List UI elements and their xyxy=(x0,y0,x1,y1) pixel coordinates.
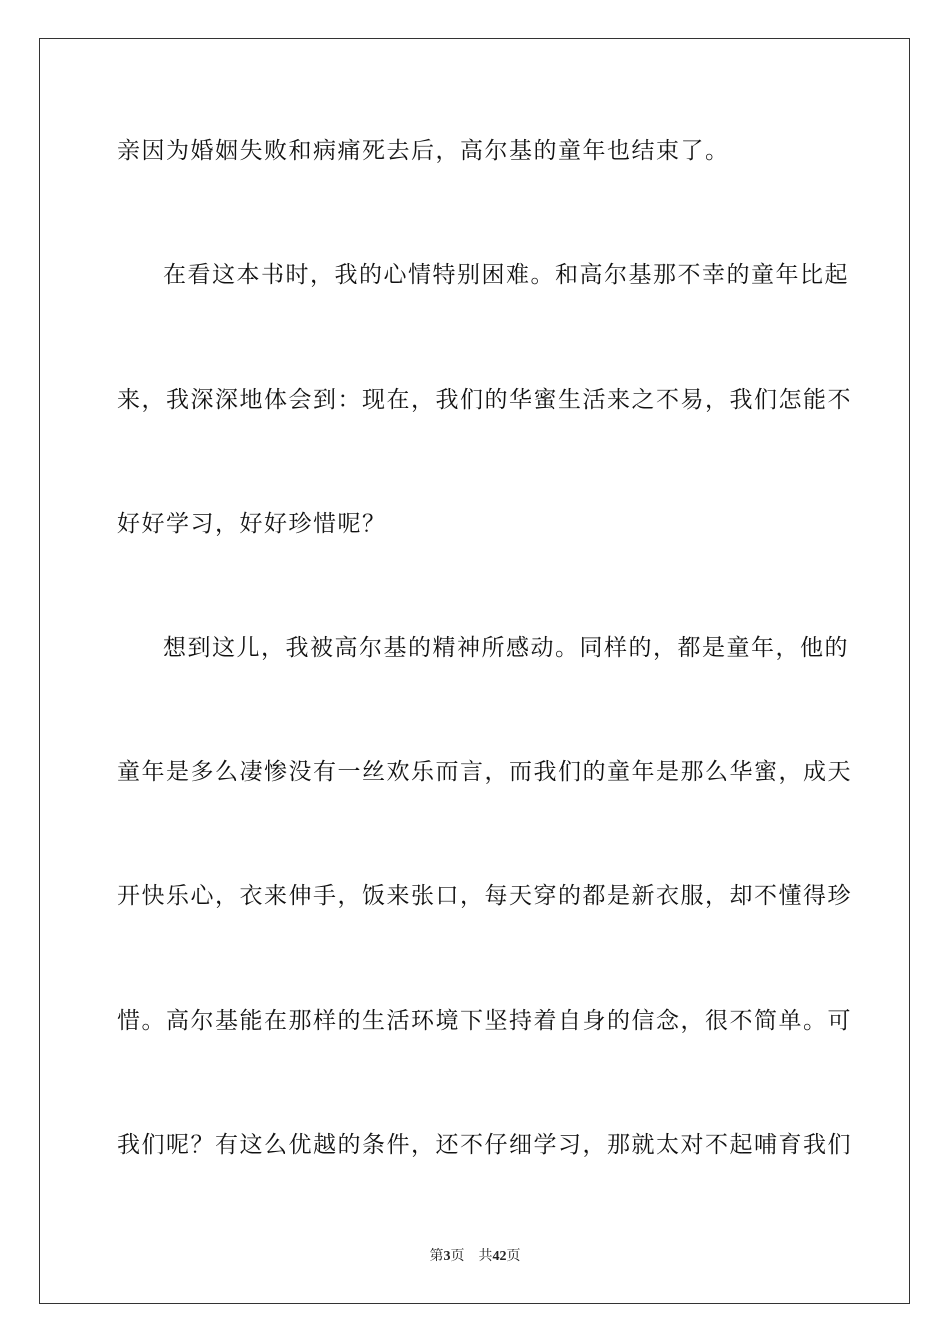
total-suffix: 页 xyxy=(506,1249,521,1264)
body-text-line: 亲因为婚姻失败和病痛死去后，高尔基的童年也结束了。 xyxy=(117,138,730,164)
body-text-line: 来，我深深地体会到：现在，我们的华蜜生活来之不易，我们怎能不 xyxy=(117,387,852,413)
total-prefix: 共 xyxy=(478,1249,493,1264)
page-number: 3 xyxy=(443,1249,451,1264)
page-total: 42 xyxy=(492,1249,507,1264)
page-footer xyxy=(0,1248,950,1266)
body-text-line: 好好学习，好好珍惜呢？ xyxy=(117,511,387,537)
page-suffix: 页 xyxy=(450,1249,465,1264)
body-text-line: 惜。高尔基能在那样的生活环境下坚持着自身的信念，很不简单。可 xyxy=(117,1008,852,1034)
page-frame xyxy=(39,38,910,1304)
body-text-line: 童年是多么凄惨没有一丝欢乐而言，而我们的童年是那么华蜜，成天 xyxy=(117,759,852,785)
body-text-line: 我们呢？有这么优越的条件，还不仔细学习，那就太对不起哺育我们 xyxy=(117,1132,852,1158)
body-text-line: 开快乐心，衣来伸手，饭来张口，每天穿的都是新衣服，却不懂得珍 xyxy=(117,883,852,909)
body-text-line: 想到这儿，我被高尔基的精神所感动。同样的，都是童年，他的 xyxy=(163,635,849,661)
page-prefix: 第 xyxy=(429,1249,444,1264)
body-text-line: 在看这本书时，我的心情特别困难。和高尔基那不幸的童年比起 xyxy=(163,262,849,288)
